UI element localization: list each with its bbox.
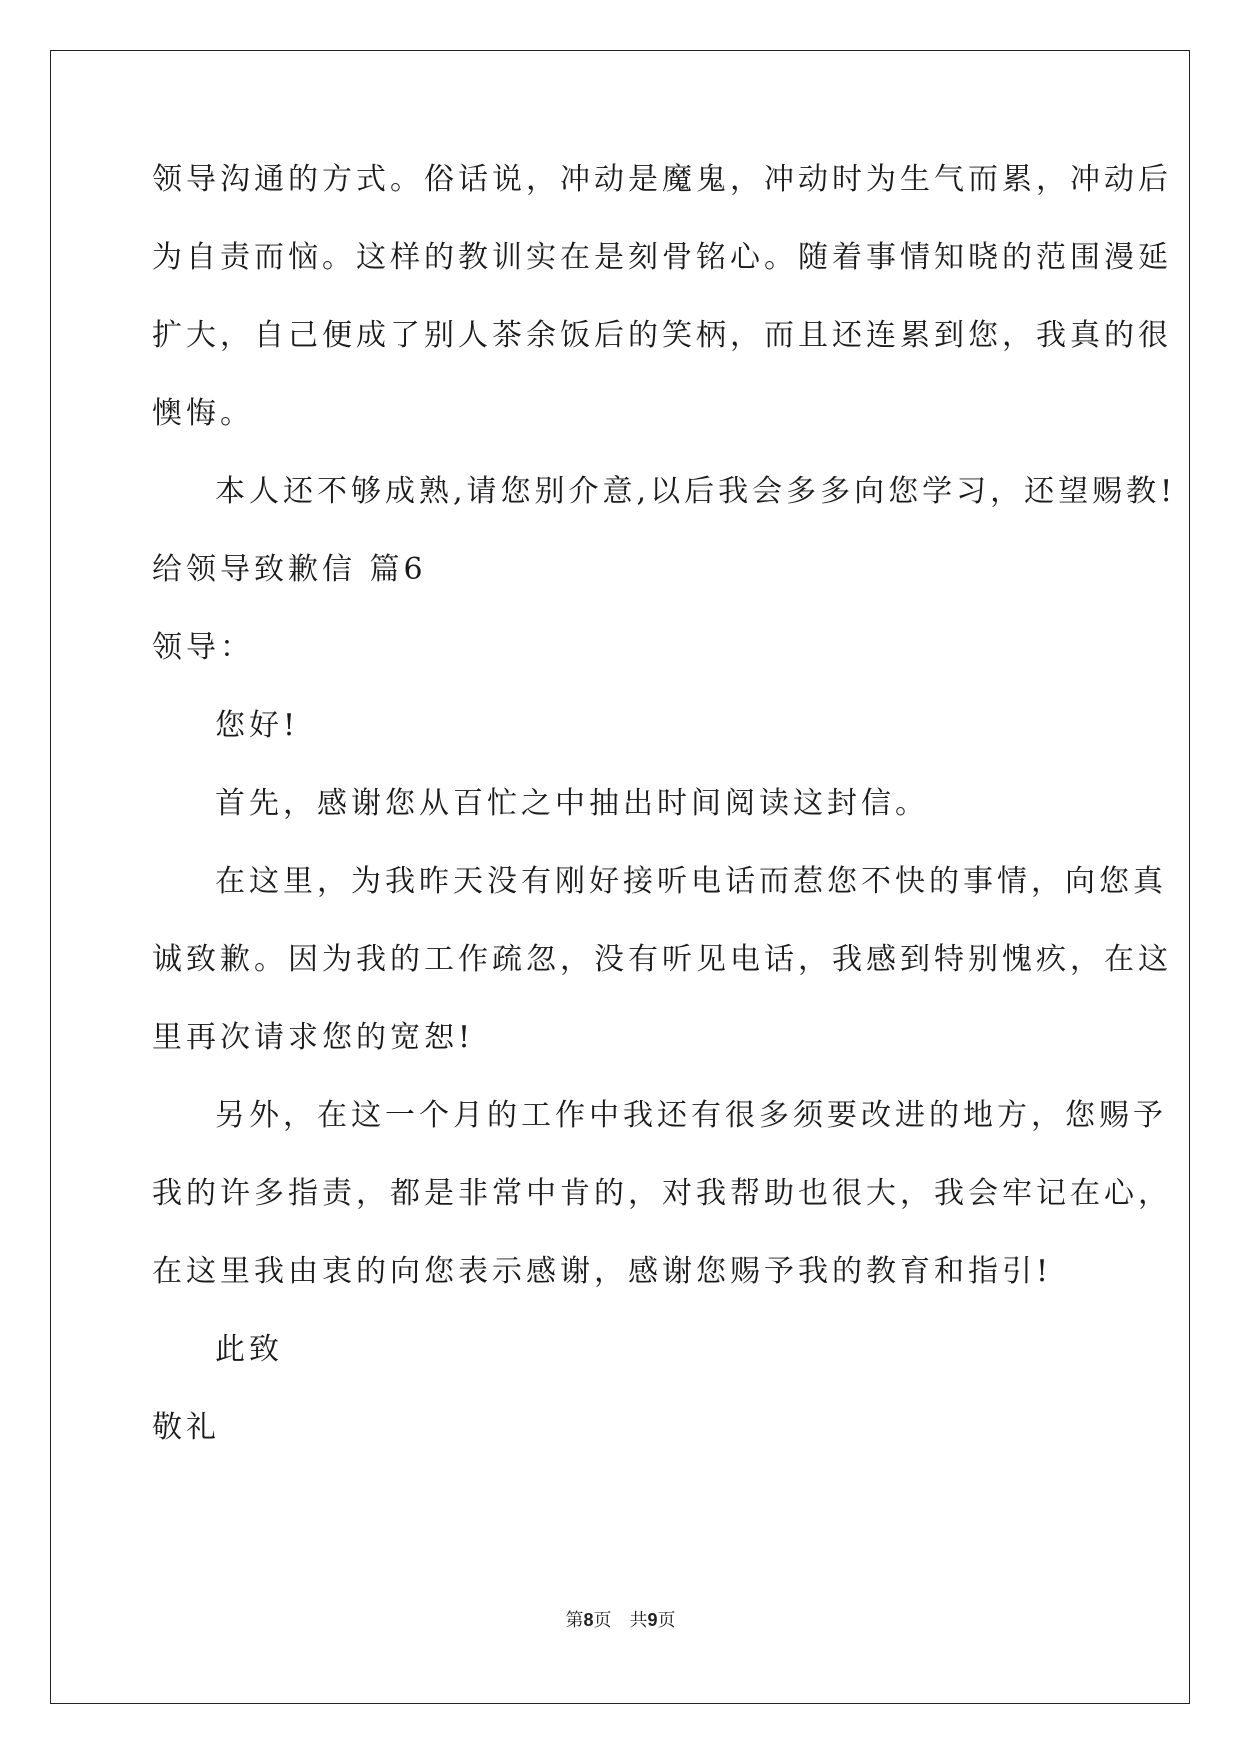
paragraph-line: 另外，在这一个月的工作中我还有很多须要改进的地方，您赐予: [215, 1098, 1167, 1133]
paragraph-line: 扩大，自己便成了别人茶余饭后的笑柄，而且还连累到您，我真的很: [152, 318, 1172, 353]
page-current: 8: [583, 1610, 594, 1630]
page-suffix: 页: [593, 1610, 612, 1631]
paragraph-line: 我的许多指责，都是非常中肯的，对我帮助也很大，我会牢记在心，: [152, 1176, 1172, 1211]
paragraph-line: 在这里我由衷的向您表示感谢，感谢您赐予我的教育和指引!: [152, 1254, 1053, 1289]
paragraph-line: 本人还不够成熟,请您别介意,以后我会多多向您学习，还望赐教!: [215, 474, 1177, 509]
closing-salute: 敬礼: [152, 1410, 220, 1445]
paragraph-line: 里再次请求您的宽恕!: [152, 1020, 475, 1055]
section-heading: 给领导致歉信 篇6: [152, 552, 427, 587]
paragraph-line: 懊悔。: [152, 396, 254, 431]
page-footer: [0, 1606, 1241, 1632]
greeting: 您好!: [215, 708, 300, 743]
paragraph-line: 诚致歉。因为我的工作疏忽，没有听见电话，我感到特别愧疚，在这: [152, 942, 1172, 977]
total-suffix: 页: [657, 1610, 676, 1631]
paragraph-line: 领导沟通的方式。俗话说，冲动是魔鬼，冲动时为生气而累，冲动后: [152, 162, 1172, 197]
total-prefix: 共: [629, 1610, 648, 1631]
closing-phrase: 此致: [215, 1332, 283, 1367]
salutation: 领导：: [152, 630, 254, 665]
paragraph-line: 在这里，为我昨天没有刚好接听电话而惹您不快的事情，向您真: [215, 864, 1167, 899]
page-total: 9: [647, 1610, 658, 1630]
paragraph-line: 为自责而恼。这样的教训实在是刻骨铭心。随着事情知晓的范围漫延: [152, 240, 1172, 275]
paragraph-line: 首先，感谢您从百忙之中抽出时间阅读这封信。: [215, 786, 929, 821]
page-prefix: 第: [565, 1610, 584, 1631]
